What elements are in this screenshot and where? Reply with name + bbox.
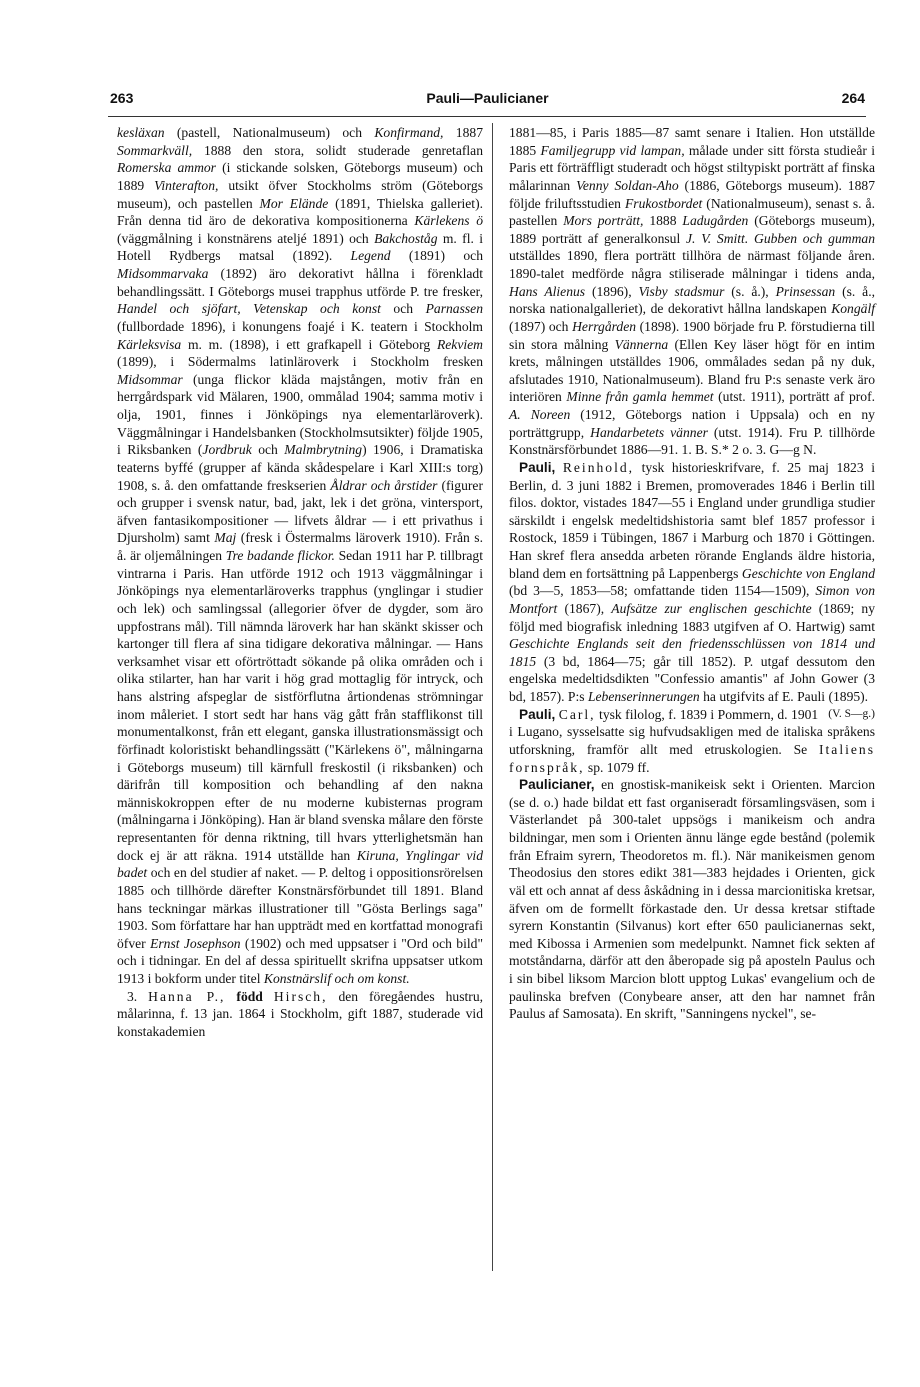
text-run: sp. 1079 ff. [584,759,650,775]
text-run: 1888 den stora, solidt studerade genretaflan [192,142,483,158]
spaced-name: Hanna P., [148,988,226,1004]
text-run: (bd 3—5, 1853—58; omfattande tiden 1154—1509), [509,583,816,599]
text-run: 3. [127,988,149,1004]
text-run: (1899), i Södermalms latinläroverk i Stockholm fresken [117,354,483,370]
text-run: (1898). 1900 började fru P. förstudierna till sin stora målning [509,318,875,352]
text-run: och [251,442,285,458]
italic-title: Vinterafton, [154,177,219,193]
text-run: (1902) och med uppsatser i "Ord och bild" och i tidningar. En del af dessa spirituellt skrifna uppsatser utkom 1913 i bokform under titel [117,935,483,986]
italic-title: Midsommarvaka [117,266,209,281]
text-run: tysk historieskrifvare, f. 25 maj 1823 i Berlin, d. 3 juni 1882 i Bremen, promoverades 1846 i Berlin till filos. doktor, vistades 1847—55 i England under grundliga studier särskildt i engelsk medeltidshistoria samt blef 1857 professor i Rostock, 1859 i Tübingen, 1867 i Marburg och 1870 i Göttingen. Han skref flera ansedda arbeten rörande Englands äldre historia, bland dem en fortsättning på Lappenbergs [509,459,875,581]
italic-title: Familjegrupp vid lampan, [540,142,685,158]
bold-text: född [236,988,263,1004]
page-header [110,90,865,110]
italic-title: Åldrar och årstider [330,477,438,493]
text-run: (1912, Göteborgs nation i Uppsala) och en ny porträttgrupp, [509,407,875,440]
italic-title: Ladugården [682,213,749,229]
running-title: Pauli—Paulicianer [426,90,549,106]
text-run: (3 bd, 1864—75; går till 1852). P. utgaf dessutom den engelska medeltidsdikten "Confessio amantis" af John Gower (3 bd, 1857). P:s [509,653,875,704]
text-run: (figurer och grupper i svensk natur, bad, jakt, lek i det gröna, vintersport, äfven fantasikompositioner — lifvets åldrar — i ett privathus i Djursholm) samt [117,477,483,546]
text-run: 1881—85, i Paris 1885—87 samt senare i Italien. Hon utställde 1885 [509,125,875,158]
italic-title: Rekviem [436,336,483,352]
text-run: en gnostisk-manikeisk sekt i Orienten. Marcion (se d. o.) hade bildat ett fast organiseradt församlingsväsen, som i Västerlandet på 300-talet uppsögs i manikeism och andra bildningar, men som i Orienten ännu länge egde bestånd (polemik från Efraim syrern, Theodoretos m. fl.). När manikeismen genom Theodosius den stores edikt 381—383 hejdades i Orienten, gick väl ett och annat af dess åskådning in i dessa marcionitiska kretsar, äfven om de formellt förkastade den. Ur dessa kretsar stiftade syrern Konstantin (Silvanus) kort efter 650 paulicianernas sekt, med Kibossa i Armenien som medelpunkt. Namnet fick sekten af motståndarna, därför att den åberopade sig på aposteln Paulus och i sin bibel liksom Marcion blott upptog Lukas' evangelium och de paulinska brefven (Conybeare anser, att den har namnet från Paulus af Samosata). En skrift, "Sanningens nyckel", se- [509,777,875,1022]
text-run: Sedan 1911 har P. tillbragt vintrarna i Paris. Han utförde 1912 och 1913 väggmålningar i Jönköpings nya elementarläroverks trapphus (ynglingar i studier och lek) och samlingssal (allegorier öfver de dygder, som äro uppfostrans mål). Till nämnda läroverk har han skänkt skisser och kartonger till flera af sina tidigare dekorativa målningar. — Hans verksamhet visar ett oförtröttadt sökande på olika områden och i olika stilarter, han har varit i hög grad mottaglig för intryck, och hans alstring afspeglar de sistförflutna årtiondenas strömningar inom måleriet. I stort sedt har hans väg gått från stafflikonst till monumentalkonst, från ett elegant, ganska illustrationsmässigt och förfinadt koloristiskt behandlingssätt ("Kärlekens ö", målningarna i Göteborgs museum) till kärnfull freskostil (i riksbanken) och därifrån till komposition och behandling af den nakna människokroppen efter de nu moderne kubisternas program (målningarna i Jönköping). Han är bland svenska målare den förste representanten för denna riktning, till hvars ytterlighetsmän han dock ej är att räkna. 1914 utställde han [117,548,483,863]
text-run: (1896), [585,283,639,299]
text-run: (fullbordade 1896), i konungens foajé i K. teatern i Stockholm [117,318,483,334]
text-run: 1887 [443,125,483,140]
text-run: m. m. (1898), i ett grafkapell i Göteborg [181,336,437,352]
italic-title: Aufsätze zur englischen geschichte [611,600,812,616]
italic-title: Handel och sjöfart, Vetenskap och konst [117,301,381,317]
italic-title: Maj [214,530,237,546]
italic-title: A. Noreen [509,407,571,422]
spaced-name: Italiens fornspråk, [509,741,875,775]
italic-title: Parnassen [425,301,483,317]
text-run: (1886, Göteborgs museum). 1887 följde friluftsstudien [509,177,875,211]
italic-title: Konstnärslif och om konst. [263,971,410,986]
text-run: (1869; ny följd med biografisk inledning 1883 utgifven af O. Hartwig) samt [509,600,876,634]
entry-headword: Pauli, [519,459,556,475]
text-run: (1891, Thielska galleriet). Från denna tid äro de dekorativa kompositionerna [117,195,483,229]
italic-title: Vännerna [614,336,669,352]
italic-title: Prinsessan [775,283,836,299]
italic-title: Simon von Montfort [509,583,876,616]
page-number-left: 263 [110,90,134,106]
text-run [555,460,563,475]
italic-title: Konfirmand, [374,125,444,140]
text-run: (Ellen Key läser högt för en intim krets, målningen utställdes 1906, ommålades sedan på ny duk, afslutades 1910, Nationalmuseum). Bland fru P:s senaste verk äro interiören [509,336,875,405]
text-run: (s. å.), [724,283,776,299]
text-run: m. fl. i Hotell Rydbergs matsal (1892). [117,230,483,264]
italic-title: Legend [350,248,391,264]
text-run: (s. å., norska nationalgalleriet), de dekorativt hållna landskapen [509,283,876,317]
left-column-paragraph [117,988,483,1041]
entry-headword: Paulicianer, [519,777,595,793]
right-column-paragraph [509,776,875,1023]
text-run: och [380,301,426,317]
entry-headword: Pauli, [519,706,556,722]
italic-title: Kiruna, Ynglingar vid badet [117,847,484,881]
text-run: ) 1906, i Dramatiska teaterns byffé (grupper af kända skådespelare i Karl XIII:s torg) 1908, s. å. den omfattande freskserien [117,442,483,493]
italic-title: Gubben och gumman [754,230,875,246]
right-column-paragraph [509,124,875,459]
spaced-name: Hirsch, [273,988,328,1004]
text-run: (Nationalmuseum), senast s. å. pastellen [509,195,875,229]
header-rule [108,116,866,117]
left-column-paragraph [117,124,483,988]
italic-title: Bakchoståg [374,230,438,246]
text-run [225,989,236,1004]
italic-title: J. V. Smitt. [686,230,749,246]
text-run [263,989,274,1004]
italic-title: Geschichte Englands seit den friedensschlüssen von 1814 und 1815 [509,636,875,669]
text-run: (utst. 1914). Fru P. tillhörde Konstnärsförbundet 1886—91. 1. B. S.* 2 o. 3. G—g N. [509,424,875,458]
italic-title: Malmbrytning [284,442,363,458]
text-run: (utst. 1911), porträtt af prof. [713,389,875,405]
italic-title: Mor Elände [259,195,329,211]
text-run: (unga flickor kläda majstången, motiv från en herrgårdspark vid Mälaren, 1900, ommålad 1904; samma motiv i olja, 1901, finnes i Jönköpings nya elementarläroverk). Väggmålningar i Handelsbanken (Stockholmsutsikter) följde 1905, i Riksbanken ( [117,371,483,458]
right-column [509,124,875,1023]
italic-title: Venny Soldan-Aho [576,177,679,193]
italic-title: Midsommar [117,371,183,387]
text-run: (1867), [557,600,612,616]
author-signature: (V. S—g.) [828,707,875,720]
text-run: (Göteborgs museum), 1889 porträtt af generalkonsul [509,213,875,246]
italic-title: Sommarkväll, [117,142,193,158]
text-run: ha utgifvits af E. Pauli (1895). [699,689,869,704]
left-column [117,124,483,1041]
italic-title: Hans Alienus [509,283,586,299]
italic-title: Herrgården [572,318,637,334]
page-number-right: 264 [841,90,865,106]
text-run: den föregåendes hustru, målarinna, f. 13 jan. 1864 i Stockholm, gift 1887, studerade vid konstakademien [117,988,484,1039]
italic-title: Kärleksvisa [117,336,182,352]
text-run: (pastell, Nationalmuseum) och [164,125,375,140]
italic-title: Frukostbordet [625,195,703,211]
text-run: målade under sitt första studieår i Paris ett förträffligt studeradt och högst stiltypiskt porträtt af finska målarinnan [509,142,875,193]
text-run: utställdes 1890, flera porträtt tillhöra de närmast följande åren. 1890-talet medförde några stiliserade målningar i tidens anda, [509,248,875,281]
italic-title: Romerska ammor [117,160,216,176]
spaced-name: Carl, [558,706,596,722]
text-run: (i stickande solsken, Göteborgs museum) och 1889 [117,160,483,193]
italic-title: Handarbetets vänner [590,424,708,440]
spaced-name: Reinhold, [562,459,635,475]
italic-title: Jordbruk [202,442,252,458]
text-run: utsikt öfver Stockholms ström (Göteborgs museum), och pastellen [117,177,483,211]
text-run: 1888 [643,213,683,229]
italic-title: Visby stadsmur [638,283,725,299]
text-run: och en del studier af naket. — P. deltog i oppositionsrörelsen 1885 och tillhörde därefter Konstnärsförbundet till 1891. Bland hans teckningar märkas illustrationer till "Gösta Berlings saga" 1903. Som författare har han uppträdt med en kortfattad monografi öfver [117,865,483,951]
italic-title: Mors porträtt, [563,213,644,229]
text-run: tysk filolog, f. 1839 i Pommern, d. 1901 i Lugano, sysselsatte sig hufvudsakligen med de italiska språkens utforskning, framför allt med etruskologien. Se [509,706,875,757]
text-run: (1892) äro dekorativt hållna i förenkladt behandlingssätt. I Göteborgs musei trapphus utförde P. tre fresker, [117,266,483,299]
column-divider [492,123,493,1271]
italic-title: Lebenserinnerungen [587,689,700,704]
italic-title: Minne från gamla hemmet [566,389,714,405]
text-run: (fresk i Östermalms läroverk 1910). Från s. å. är oljemålningen [117,530,484,563]
italic-title: Kärlekens ö [414,213,483,229]
text-run: (1897) och [509,318,573,334]
italic-title: kesläxan [117,125,165,140]
text-run: (väggmålning i konstnärens ateljé 1891) och [117,230,375,246]
italic-title: Tre badande flickor. [225,548,335,563]
italic-title: Kongälf [831,301,875,317]
italic-title: Geschichte von England [741,565,875,581]
text-run: (1891) och [390,248,483,264]
italic-title: Ernst Josephson [150,935,241,951]
